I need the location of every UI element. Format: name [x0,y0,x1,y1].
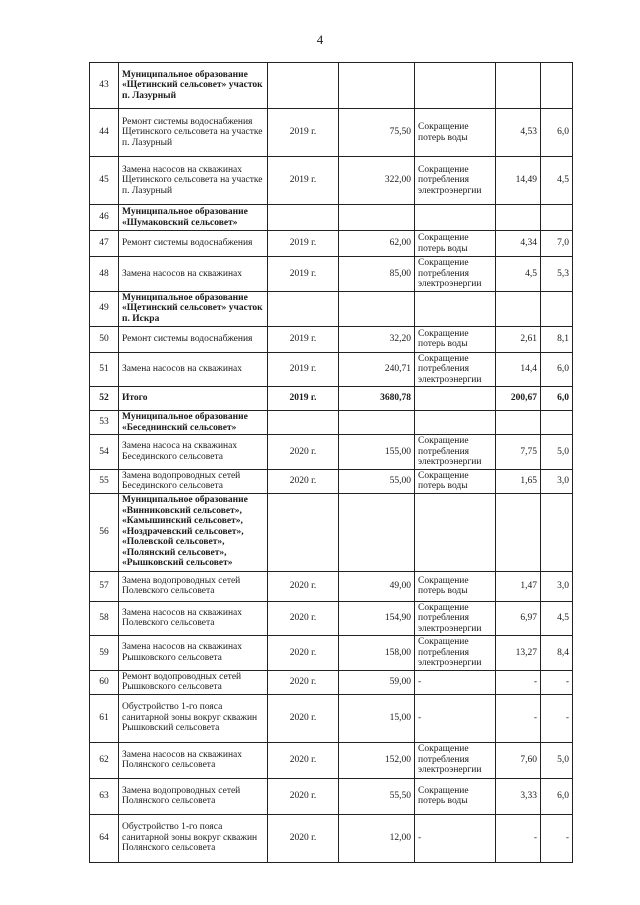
effect-cell: Сокращение потерь воды [415,109,496,157]
year-cell: 2020 г. [268,814,339,862]
measure-name-cell: Замена насосов на скважинах Полевского сельсовета [119,601,268,636]
measures-table [89,62,573,863]
payback-cell: 3,0 [541,469,573,493]
effect-cell: Сокращение потерь воды [415,469,496,493]
payback-cell: 4,5 [541,601,573,636]
table-row [90,601,573,636]
row-number-cell: 49 [90,291,119,326]
year-cell: 2020 г. [268,636,339,671]
year-cell: 2020 г. [268,435,339,470]
row-number-cell: 53 [90,411,119,435]
payback-cell: 8,4 [541,636,573,671]
payback-cell: - [541,814,573,862]
row-number-cell: 57 [90,571,119,601]
row-number-cell: 63 [90,778,119,814]
effect-value-cell: - [496,694,541,742]
row-number-cell: 59 [90,636,119,671]
total-row [90,387,573,411]
measure-name-cell: Замена насосов на скважинах [119,257,268,292]
measure-name-cell: Итого [119,387,268,411]
row-number-cell: 58 [90,601,119,636]
payback-cell: 4,5 [541,157,573,205]
year-cell [268,411,339,435]
effect-value-cell: 4,53 [496,109,541,157]
cost-cell: 49,00 [339,571,415,601]
cost-cell [339,63,415,109]
effect-value-cell: - [496,814,541,862]
cost-cell [339,291,415,326]
row-number-cell: 44 [90,109,119,157]
table-row [90,778,573,814]
effect-cell [415,493,496,571]
cost-cell [339,205,415,231]
cost-cell: 55,00 [339,469,415,493]
cost-cell: 3680,78 [339,387,415,411]
table-row [90,435,573,470]
year-cell: 2019 г. [268,326,339,352]
page-number: 4 [316,32,324,47]
measure-name-cell: Муниципальное образование «Шумаковский сельсовет» [119,205,268,231]
effect-value-cell: 13,27 [496,636,541,671]
cost-cell: 85,00 [339,257,415,292]
effect-cell: Сокращение потерь воды [415,326,496,352]
year-cell [268,63,339,109]
effect-value-cell: 3,33 [496,778,541,814]
payback-cell: 6,0 [541,109,573,157]
table-row [90,670,573,694]
year-cell: 2020 г. [268,469,339,493]
section-header-row [90,63,573,109]
cost-cell: 154,90 [339,601,415,636]
effect-value-cell: 4,34 [496,231,541,257]
table-row [90,326,573,352]
measure-name-cell: Обустройство 1-го пояса санитарной зоны вокруг скважин Полянского сельсовета [119,814,268,862]
table-row [90,109,573,157]
measure-name-cell: Замена насосов на скважинах Полянского сельсовета [119,742,268,778]
effect-cell: - [415,694,496,742]
section-header-row [90,205,573,231]
measure-name-cell: Ремонт водопроводных сетей Рышковского сельсовета [119,670,268,694]
year-cell [268,493,339,571]
cost-cell: 59,00 [339,670,415,694]
measure-name-cell: Муниципальное образование «Щетинский сельсовет» участок п. Искра [119,291,268,326]
payback-cell: 8,1 [541,326,573,352]
measure-name-cell: Замена насосов на скважинах [119,352,268,387]
cost-cell: 12,00 [339,814,415,862]
row-number-cell: 62 [90,742,119,778]
measure-name-cell: Замена насосов на скважинах Щетинского сельсовета на участке п. Лазурный [119,157,268,205]
row-number-cell: 45 [90,157,119,205]
payback-cell: 5,0 [541,742,573,778]
table-row [90,636,573,671]
row-number-cell: 61 [90,694,119,742]
measure-name-cell: Муниципальное образование «Винниковский сельсовет», «Камышинский сельсовет», «Ноздрачевский сельсовет», «Полевской сельсовет», «Полянский сельсовет», «Рышковский сельсовет» [119,493,268,571]
effect-value-cell [496,63,541,109]
year-cell: 2020 г. [268,778,339,814]
effect-cell: Сокращение потерь воды [415,571,496,601]
year-cell: 2020 г. [268,601,339,636]
measure-name-cell: Обустройство 1-го пояса санитарной зоны вокруг скважин Рышковский сельсовета [119,694,268,742]
year-cell [268,291,339,326]
table-row [90,257,573,292]
effect-cell: Сокращение потребления электроэнергии [415,257,496,292]
section-header-row [90,291,573,326]
cost-cell: 322,00 [339,157,415,205]
cost-cell: 32,20 [339,326,415,352]
cost-cell: 55,50 [339,778,415,814]
section-header-row [90,411,573,435]
effect-value-cell: 4,5 [496,257,541,292]
cost-cell [339,493,415,571]
cost-cell: 75,50 [339,109,415,157]
year-cell: 2019 г. [268,387,339,411]
year-cell: 2019 г. [268,257,339,292]
effect-cell: Сокращение потерь воды [415,778,496,814]
effect-value-cell: - [496,670,541,694]
table-row [90,231,573,257]
cost-cell: 155,00 [339,435,415,470]
effect-cell: - [415,814,496,862]
table-row [90,742,573,778]
row-number-cell: 54 [90,435,119,470]
payback-cell: 6,0 [541,387,573,411]
cost-cell [339,411,415,435]
effect-value-cell: 200,67 [496,387,541,411]
cost-cell: 240,71 [339,352,415,387]
cost-cell: 158,00 [339,636,415,671]
effect-cell: Сокращение потерь воды [415,231,496,257]
measure-name-cell: Замена водопроводных сетей Полевского сельсовета [119,571,268,601]
payback-cell: - [541,670,573,694]
year-cell: 2020 г. [268,670,339,694]
cost-cell: 62,00 [339,231,415,257]
measure-name-cell: Ремонт системы водоснабжения [119,326,268,352]
effect-cell [415,387,496,411]
row-number-cell: 50 [90,326,119,352]
measure-name-cell: Муниципальное образование «Щетинский сельсовет» участок п. Лазурный [119,63,268,109]
effect-value-cell [496,411,541,435]
payback-cell [541,411,573,435]
effect-value-cell: 14,49 [496,157,541,205]
effect-value-cell: 7,60 [496,742,541,778]
measure-name-cell: Замена насоса на скважинах Бесединского сельсовета [119,435,268,470]
payback-cell [541,493,573,571]
effect-value-cell [496,291,541,326]
payback-cell: 6,0 [541,352,573,387]
effect-cell: Сокращение потребления электроэнергии [415,352,496,387]
table-row [90,814,573,862]
measure-name-cell: Замена водопроводных сетей Полянского сельсовета [119,778,268,814]
effect-value-cell: 1,65 [496,469,541,493]
row-number-cell: 51 [90,352,119,387]
row-number-cell: 64 [90,814,119,862]
measure-name-cell: Замена насосов на скважинах Рышковского сельсовета [119,636,268,671]
effect-cell [415,411,496,435]
section-header-row [90,493,573,571]
payback-cell: 6,0 [541,778,573,814]
year-cell: 2019 г. [268,352,339,387]
measure-name-cell: Ремонт системы водоснабжения [119,231,268,257]
year-cell: 2020 г. [268,742,339,778]
table-row [90,157,573,205]
effect-value-cell [496,493,541,571]
year-cell [268,205,339,231]
row-number-cell: 47 [90,231,119,257]
table-row [90,469,573,493]
effect-cell [415,63,496,109]
year-cell: 2019 г. [268,109,339,157]
effect-cell: Сокращение потребления электроэнергии [415,435,496,470]
cost-cell: 15,00 [339,694,415,742]
row-number-cell: 46 [90,205,119,231]
effect-cell: Сокращение потребления электроэнергии [415,742,496,778]
year-cell: 2019 г. [268,157,339,205]
payback-cell: 5,0 [541,435,573,470]
payback-cell: 3,0 [541,571,573,601]
payback-cell: 5,3 [541,257,573,292]
measure-name-cell: Замена водопроводных сетей Бесединского сельсовета [119,469,268,493]
effect-value-cell: 6,97 [496,601,541,636]
effect-cell [415,291,496,326]
year-cell: 2020 г. [268,571,339,601]
table-row [90,352,573,387]
effect-value-cell: 14,4 [496,352,541,387]
cost-cell: 152,00 [339,742,415,778]
year-cell: 2020 г. [268,694,339,742]
effect-cell: Сокращение потребления электроэнергии [415,636,496,671]
payback-cell: 7,0 [541,231,573,257]
row-number-cell: 56 [90,493,119,571]
table-row [90,694,573,742]
row-number-cell: 52 [90,387,119,411]
effect-cell: - [415,670,496,694]
payback-cell [541,205,573,231]
table-row [90,571,573,601]
row-number-cell: 60 [90,670,119,694]
effect-cell: Сокращение потребления электроэнергии [415,157,496,205]
measure-name-cell: Муниципальное образование «Беседнинский сельсовет» [119,411,268,435]
effect-value-cell: 7,75 [496,435,541,470]
row-number-cell: 43 [90,63,119,109]
year-cell: 2019 г. [268,231,339,257]
payback-cell [541,63,573,109]
effect-cell [415,205,496,231]
effect-cell: Сокращение потребления электроэнергии [415,601,496,636]
effect-value-cell [496,205,541,231]
row-number-cell: 48 [90,257,119,292]
payback-cell: - [541,694,573,742]
row-number-cell: 55 [90,469,119,493]
payback-cell [541,291,573,326]
effect-value-cell: 2,61 [496,326,541,352]
effect-value-cell: 1,47 [496,571,541,601]
measure-name-cell: Ремонт системы водоснабжения Щетинского сельсовета на участке п. Лазурный [119,109,268,157]
